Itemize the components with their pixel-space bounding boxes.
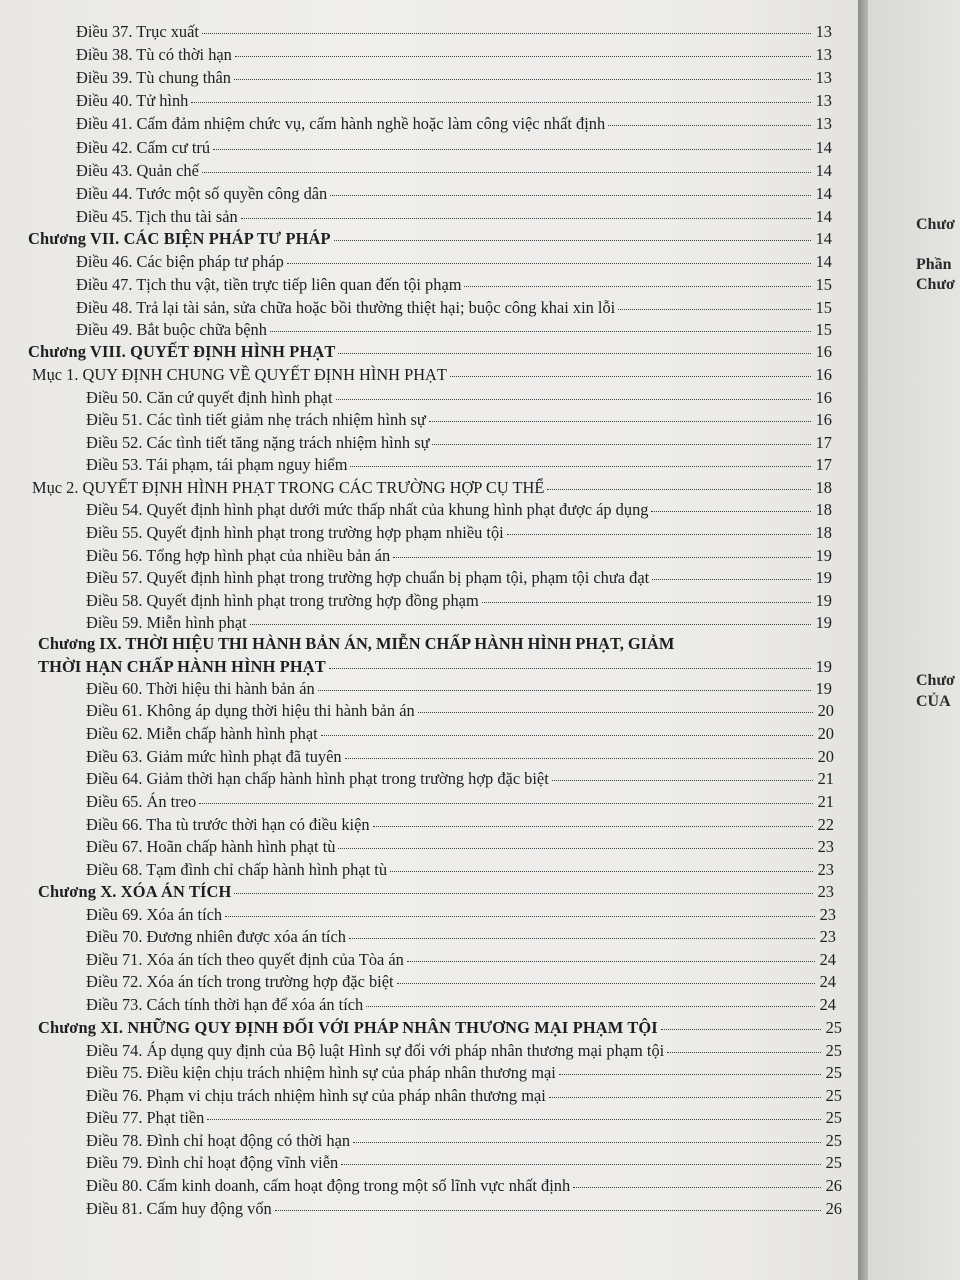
- toc-entry-title: Điều 56. Tổng hợp hình phạt của nhiều bản án: [86, 546, 391, 565]
- dot-leader: [573, 1187, 821, 1188]
- toc-entry-title: Điều 46. Các biện pháp tư pháp: [76, 252, 284, 271]
- toc-article-row[interactable]: [86, 1153, 842, 1175]
- toc-entry-title: Điều 75. Điều kiện chịu trách nhiệm hình sự của pháp nhân thương mại: [86, 1063, 556, 1082]
- toc-page-number: 23: [817, 882, 834, 901]
- toc-article-row[interactable]: [86, 679, 832, 701]
- toc-article-row[interactable]: [76, 252, 832, 274]
- toc-page-number: 25: [825, 1131, 842, 1150]
- toc-article-row[interactable]: [76, 114, 832, 136]
- dot-leader: [338, 353, 811, 354]
- toc-article-row[interactable]: [86, 724, 834, 746]
- adjacent-page-heading-fragment: Chươ: [916, 216, 955, 233]
- toc-page-number: 19: [815, 546, 832, 565]
- toc-article-row[interactable]: [86, 591, 832, 613]
- toc-entry-title: Điều 61. Không áp dụng thời hiệu thi hành bản án: [86, 701, 415, 720]
- adjacent-page-heading-fragment: Phần: [916, 256, 952, 273]
- toc-page-number: 20: [817, 724, 834, 743]
- toc-page-number: 19: [815, 568, 832, 587]
- dot-leader: [287, 263, 811, 264]
- toc-chapter-row[interactable]: [38, 657, 832, 679]
- dot-leader: [559, 1074, 821, 1075]
- toc-page-number: 15: [815, 298, 832, 317]
- toc-article-row[interactable]: [86, 972, 836, 994]
- toc-page-number: 19: [815, 657, 832, 676]
- book-gutter: [858, 0, 868, 1280]
- toc-entry-title: Điều 45. Tịch thu tài sản: [76, 207, 238, 226]
- toc-article-row[interactable]: [86, 1063, 842, 1085]
- toc-page-number: 19: [815, 591, 832, 610]
- toc-article-row[interactable]: [76, 68, 832, 90]
- toc-entry-title: Chương VIII. QUYẾT ĐỊNH HÌNH PHẠT: [28, 342, 336, 361]
- dot-leader: [225, 916, 815, 917]
- toc-entry-title: Điều 52. Các tình tiết tăng nặng trách nhiệm hình sự: [86, 433, 430, 452]
- toc-article-row[interactable]: [86, 1199, 842, 1221]
- toc-page-number: 14: [815, 252, 832, 271]
- dot-leader: [334, 240, 811, 241]
- dot-leader: [250, 624, 811, 625]
- dot-leader: [235, 56, 811, 57]
- toc-entry-title: Điều 65. Án treo: [86, 792, 197, 811]
- toc-section-row[interactable]: [32, 478, 832, 500]
- toc-page-number: 19: [815, 679, 832, 698]
- toc-article-row[interactable]: [86, 837, 834, 859]
- toc-entry-title: Điều 67. Hoãn chấp hành hình phạt tù: [86, 837, 336, 856]
- toc-article-row[interactable]: [86, 568, 832, 590]
- toc-entry-title: Mục 2. QUYẾT ĐỊNH HÌNH PHẠT TRONG CÁC TRƯỜNG HỢP CỤ THỂ: [32, 478, 545, 497]
- toc-page-number: 25: [825, 1018, 842, 1037]
- toc-article-row[interactable]: [86, 995, 836, 1017]
- toc-article-row[interactable]: [76, 320, 832, 342]
- dot-leader: [329, 668, 811, 669]
- toc-entry-title: Điều 62. Miễn chấp hành hình phạt: [86, 724, 318, 743]
- toc-page-number: 16: [815, 410, 832, 429]
- toc-page-number: 14: [815, 229, 832, 248]
- toc-article-row[interactable]: [76, 45, 832, 67]
- toc-article-row[interactable]: [86, 1086, 842, 1108]
- toc-entry-title: Điều 64. Giảm thời hạn chấp hành hình phạt trong trường hợp đặc biệt: [86, 769, 549, 788]
- toc-article-row[interactable]: [86, 927, 836, 949]
- dot-leader: [270, 331, 811, 332]
- dot-leader: [330, 195, 811, 196]
- toc-page-number: 21: [817, 769, 834, 788]
- toc-page-number: 16: [815, 388, 832, 407]
- toc-page-number: 18: [815, 523, 832, 542]
- toc-article-row[interactable]: [86, 1176, 842, 1198]
- toc-page-number: 20: [817, 747, 834, 766]
- adjacent-page-heading-fragment: Chươ: [916, 276, 955, 293]
- toc-entry-title: Điều 41. Cấm đảm nhiệm chức vụ, cấm hành nghề hoặc làm công việc nhất định: [76, 114, 606, 133]
- toc-page-number: 13: [815, 68, 832, 87]
- toc-chapter-row[interactable]: [38, 882, 834, 904]
- toc-article-row[interactable]: [86, 455, 832, 477]
- toc-page-number: 24: [819, 972, 836, 991]
- dot-leader: [608, 125, 811, 126]
- dot-leader: [429, 421, 811, 422]
- dot-leader: [482, 602, 811, 603]
- toc-page-number: 15: [815, 320, 832, 339]
- adjacent-page: [868, 0, 960, 1280]
- toc-page-number: 25: [825, 1153, 842, 1172]
- toc-entry-title: Điều 79. Đình chỉ hoạt động vĩnh viễn: [86, 1153, 339, 1172]
- toc-entry-title: Điều 74. Áp dụng quy định của Bộ luật Hình sự đối với pháp nhân thương mại phạm tội: [86, 1041, 665, 1060]
- dot-leader: [407, 961, 815, 962]
- toc-page-number: 14: [815, 161, 832, 180]
- toc-article-row[interactable]: [86, 433, 832, 455]
- toc-entry-title: Điều 71. Xóa án tích theo quyết định của Tòa án: [86, 950, 404, 969]
- toc-page-number: 14: [815, 207, 832, 226]
- toc-article-row[interactable]: [76, 161, 832, 183]
- toc-page-number: 13: [815, 45, 832, 64]
- dot-leader: [464, 286, 811, 287]
- dot-leader: [667, 1052, 821, 1053]
- toc-entry-title: Điều 76. Phạm vi chịu trách nhiệm hình sự của pháp nhân thương mại: [86, 1086, 546, 1105]
- toc-article-row[interactable]: [86, 769, 834, 791]
- toc-entry-title: Điều 37. Trục xuất: [76, 22, 199, 41]
- toc-page-number: 14: [815, 138, 832, 157]
- dot-leader: [321, 735, 813, 736]
- toc-article-row[interactable]: [76, 22, 832, 44]
- dot-leader: [345, 758, 813, 759]
- dot-leader: [418, 712, 813, 713]
- dot-leader: [336, 399, 811, 400]
- toc-entry-title: Điều 66. Tha tù trước thời hạn có điều kiện: [86, 815, 370, 834]
- dot-leader: [275, 1210, 821, 1211]
- dot-leader: [618, 309, 811, 310]
- toc-article-row[interactable]: [86, 546, 832, 568]
- toc-entry-title: Điều 43. Quản chế: [76, 161, 199, 180]
- toc-article-row[interactable]: [86, 701, 834, 723]
- dot-leader: [350, 466, 811, 467]
- toc-page-number: 14: [815, 184, 832, 203]
- dot-leader: [191, 102, 811, 103]
- toc-page-number: 24: [819, 995, 836, 1014]
- chapter-heading: Chương IX. THỜI HIỆU THI HÀNH BẢN ÁN, MIỄN CHẤP HÀNH HÌNH PHẠT, GIẢM: [38, 634, 675, 653]
- dot-leader: [202, 33, 811, 34]
- dot-leader: [549, 1097, 821, 1098]
- toc-chapter-row[interactable]: [28, 229, 832, 251]
- dot-leader: [202, 172, 811, 173]
- toc-page-number: 26: [825, 1199, 842, 1218]
- toc-entry-title: Điều 63. Giảm mức hình phạt đã tuyên: [86, 747, 342, 766]
- toc-page-number: 21: [817, 792, 834, 811]
- toc-page-number: 23: [819, 905, 836, 924]
- dot-leader: [338, 848, 813, 849]
- adjacent-page-heading-fragment: CỦA: [916, 693, 951, 710]
- toc-entry-title: Mục 1. QUY ĐỊNH CHUNG VỀ QUYẾT ĐỊNH HÌNH PHẠT: [32, 365, 447, 384]
- toc-entry-title: Điều 54. Quyết định hình phạt dưới mức thấp nhất của khung hình phạt được áp dụng: [86, 500, 649, 519]
- toc-article-row[interactable]: [76, 184, 832, 206]
- toc-page-number: 17: [815, 433, 832, 452]
- dot-leader: [552, 780, 813, 781]
- toc-page-number: 16: [815, 342, 832, 361]
- dot-leader: [547, 489, 811, 490]
- toc-article-row[interactable]: [76, 207, 832, 229]
- toc-article-row[interactable]: [86, 815, 834, 837]
- toc-page-number: 18: [815, 478, 832, 497]
- toc-section-row[interactable]: [32, 365, 832, 387]
- toc-page-number: 13: [815, 22, 832, 41]
- toc-article-row[interactable]: [86, 613, 832, 635]
- toc-page-number: 22: [817, 815, 834, 834]
- dot-leader: [318, 690, 811, 691]
- toc-entry-title: Điều 78. Đình chỉ hoạt động có thời hạn: [86, 1131, 351, 1150]
- toc-article-row[interactable]: [76, 91, 832, 113]
- dot-leader: [213, 149, 811, 150]
- toc-entry-title: Điều 59. Miễn hình phạt: [86, 613, 247, 632]
- toc-page-number: 15: [815, 275, 832, 294]
- toc-page-number: 23: [819, 927, 836, 946]
- dot-leader: [450, 376, 811, 377]
- dot-leader: [652, 579, 811, 580]
- toc-article-row[interactable]: [86, 388, 832, 410]
- toc-article-row[interactable]: [86, 500, 832, 522]
- toc-entry-title: Điều 50. Căn cứ quyết định hình phạt: [86, 388, 333, 407]
- toc-page-number: 25: [825, 1108, 842, 1127]
- toc-page-number: 26: [825, 1176, 842, 1195]
- toc-entry-title: Điều 57. Quyết định hình phạt trong trường hợp chuẩn bị phạm tội, phạm tội chưa đạt: [86, 568, 650, 587]
- dot-leader: [393, 557, 811, 558]
- toc-article-row[interactable]: [86, 1108, 842, 1130]
- toc-entry-title: Điều 58. Quyết định hình phạt trong trường hợp đồng phạm: [86, 591, 479, 610]
- toc-article-row[interactable]: [86, 747, 834, 769]
- toc-entry-title: Điều 55. Quyết định hình phạt trong trường hợp phạm nhiều tội: [86, 523, 504, 542]
- toc-entry-title: Điều 39. Tù chung thân: [76, 68, 231, 87]
- toc-chapter-row[interactable]: [28, 342, 832, 364]
- toc-entry-title: Điều 53. Tái phạm, tái phạm nguy hiểm: [86, 455, 348, 474]
- dot-leader: [507, 534, 811, 535]
- toc-entry-title: Điều 40. Tử hình: [76, 91, 189, 110]
- dot-leader: [341, 1164, 821, 1165]
- dot-leader: [390, 871, 813, 872]
- dot-leader: [432, 444, 811, 445]
- toc-entry-title: Điều 49. Bắt buộc chữa bệnh: [76, 320, 267, 339]
- toc-article-row[interactable]: [86, 1041, 842, 1063]
- dot-leader: [234, 893, 813, 894]
- toc-entry-title: Điều 42. Cấm cư trú: [76, 138, 211, 157]
- toc-page-number: 23: [817, 860, 834, 879]
- dot-leader: [241, 218, 811, 219]
- toc-page-number: 13: [815, 114, 832, 133]
- toc-article-row[interactable]: [86, 792, 834, 814]
- toc-entry-title: Điều 48. Trả lại tài sản, sửa chữa hoặc bồi thường thiệt hại; buộc công khai xin lỗi: [76, 298, 616, 317]
- dot-leader: [373, 826, 813, 827]
- toc-entry-title: Điều 38. Tù có thời hạn: [76, 45, 232, 64]
- toc-entry-title: Điều 81. Cấm huy động vốn: [86, 1199, 272, 1218]
- toc-chapter-row[interactable]: [38, 1018, 842, 1040]
- toc-article-row[interactable]: [76, 138, 832, 160]
- dot-leader: [234, 79, 811, 80]
- toc-page-number: 24: [819, 950, 836, 969]
- toc-page-number: 25: [825, 1063, 842, 1082]
- toc-entry-title: Chương VII. CÁC BIỆN PHÁP TƯ PHÁP: [28, 229, 331, 248]
- toc-article-row[interactable]: [76, 275, 832, 297]
- toc-entry-title: Điều 60. Thời hiệu thi hành bản án: [86, 679, 315, 698]
- toc-article-row[interactable]: [86, 860, 834, 882]
- dot-leader: [349, 938, 815, 939]
- toc-page-number: 23: [817, 837, 834, 856]
- toc-entry-title: Điều 47. Tịch thu vật, tiền trực tiếp liên quan đến tội phạm: [76, 275, 462, 294]
- toc-article-row[interactable]: [86, 523, 832, 545]
- toc-page-number: 25: [825, 1041, 842, 1060]
- toc-entry-title: Điều 73. Cách tính thời hạn để xóa án tích: [86, 995, 364, 1014]
- toc-entry-title: Chương X. XÓA ÁN TÍCH: [38, 882, 232, 901]
- toc-article-row[interactable]: [86, 905, 836, 927]
- toc-page-number: 20: [817, 701, 834, 720]
- dot-leader: [651, 511, 811, 512]
- toc-article-row[interactable]: [76, 298, 832, 320]
- toc-entry-title: Điều 44. Tước một số quyền công dân: [76, 184, 328, 203]
- dot-leader: [366, 1006, 815, 1007]
- toc-entry-title: Điều 72. Xóa án tích trong trường hợp đặc biệt: [86, 972, 394, 991]
- toc-entry-title: Điều 70. Đương nhiên được xóa án tích: [86, 927, 346, 946]
- toc-page-number: 18: [815, 500, 832, 519]
- toc-entry-title: Chương XI. NHỮNG QUY ĐỊNH ĐỐI VỚI PHÁP NHÂN THƯƠNG MẠI PHẠM TỘI: [38, 1018, 658, 1037]
- toc-article-row[interactable]: [86, 950, 836, 972]
- toc-entry-title: Điều 77. Phạt tiền: [86, 1108, 205, 1127]
- adjacent-page-heading-fragment: Chươ: [916, 672, 955, 689]
- toc-page-number: 19: [815, 613, 832, 632]
- toc-article-row[interactable]: [86, 1131, 842, 1153]
- toc-entry-title: Điều 69. Xóa án tích: [86, 905, 223, 924]
- toc-article-row[interactable]: [86, 410, 832, 432]
- toc-page-number: 25: [825, 1086, 842, 1105]
- toc-page-number: 16: [815, 365, 832, 384]
- dot-leader: [353, 1142, 821, 1143]
- dot-leader: [199, 803, 813, 804]
- toc-page-number: 17: [815, 455, 832, 474]
- dot-leader: [397, 983, 815, 984]
- toc-entry-title: THỜI HẠN CHẤP HÀNH HÌNH PHẠT: [38, 657, 326, 676]
- toc-page-number: 13: [815, 91, 832, 110]
- toc-entry-title: Điều 80. Cấm kinh doanh, cấm hoạt động trong một số lĩnh vực nhất định: [86, 1176, 571, 1195]
- dot-leader: [661, 1029, 821, 1030]
- dot-leader: [207, 1119, 821, 1120]
- toc-entry-title: Điều 68. Tạm đình chỉ chấp hành hình phạt tù: [86, 860, 388, 879]
- toc-entry-title: Điều 51. Các tình tiết giảm nhẹ trách nhiệm hình sự: [86, 410, 426, 429]
